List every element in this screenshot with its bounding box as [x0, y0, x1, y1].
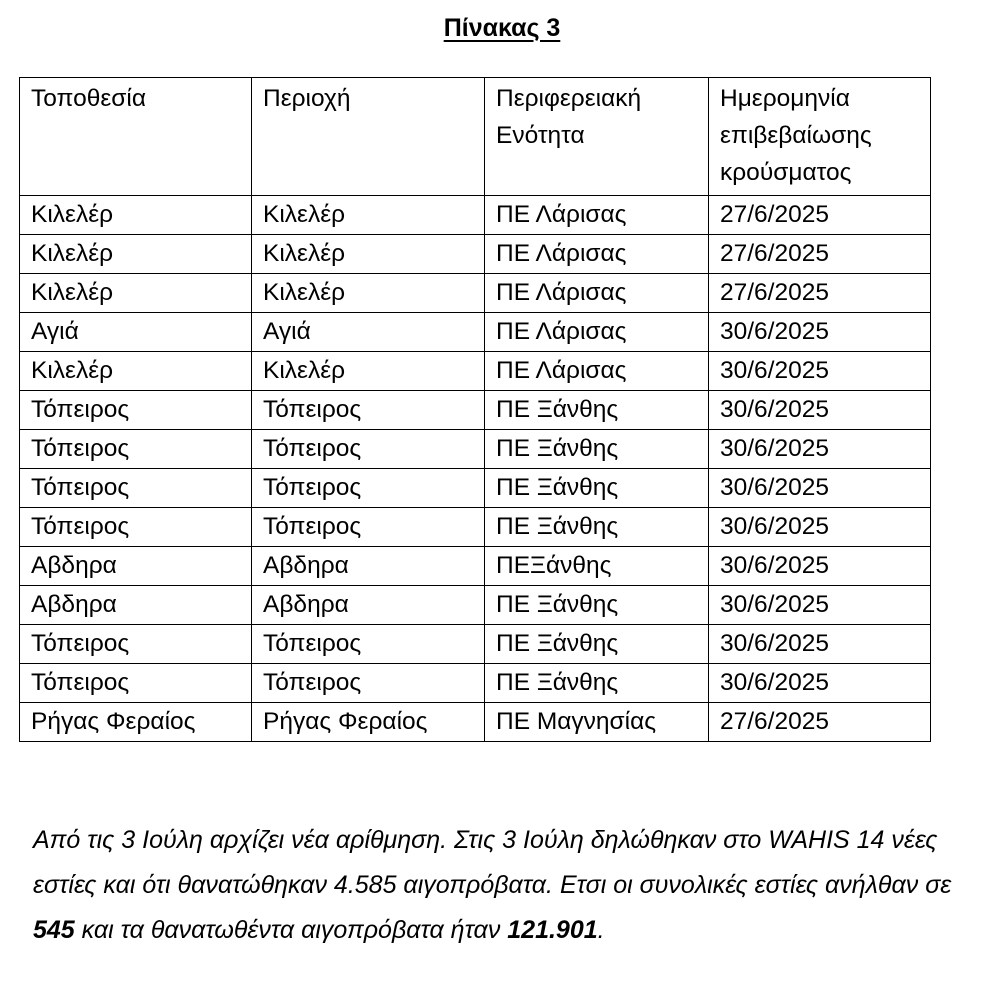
- cell-location: Κιλελέρ: [20, 274, 252, 313]
- cell-location: Κιλελέρ: [20, 196, 252, 235]
- cell-area: Τόπειρος: [252, 469, 485, 508]
- paragraph-text: Από τις 3 Ιούλη αρχίζει νέα αρίθμηση. Στις 3 Ιούλη δηλώθηκαν στο WAHIS 14 νέες εστίες και ότι θανατώθηκαν 4.585 αιγοπρόβατα. Ετσι οι συνολικές εστίες ανήλθαν σε: [33, 826, 952, 899]
- cell-confirmation-date: 27/6/2025: [709, 274, 931, 313]
- paragraph-text: και τα θανατωθέντα αιγοπρόβατα ήταν: [74, 916, 508, 944]
- cell-regional-unit: ΠΕ Ξάνθης: [485, 469, 709, 508]
- cell-area: Τόπειρος: [252, 508, 485, 547]
- header-area: Περιοχή: [252, 78, 485, 196]
- cell-location: Τόπειρος: [20, 469, 252, 508]
- cell-confirmation-date: 30/6/2025: [709, 469, 931, 508]
- cell-regional-unit: ΠΕ Λάρισας: [485, 352, 709, 391]
- cell-location: Τόπειρος: [20, 508, 252, 547]
- cell-regional-unit: ΠΕ Ξάνθης: [485, 508, 709, 547]
- cell-location: Τόπειρος: [20, 391, 252, 430]
- cell-confirmation-date: 30/6/2025: [709, 430, 931, 469]
- cell-confirmation-date: 27/6/2025: [709, 235, 931, 274]
- table-row: [20, 352, 931, 391]
- cell-regional-unit: ΠΕ Λάρισας: [485, 313, 709, 352]
- cell-regional-unit: ΠΕ Ξάνθης: [485, 664, 709, 703]
- table-body: [20, 196, 931, 742]
- cell-regional-unit: ΠΕ Λάρισας: [485, 274, 709, 313]
- cell-regional-unit: ΠΕ Ξάνθης: [485, 586, 709, 625]
- cell-regional-unit: ΠΕ Λάρισας: [485, 196, 709, 235]
- cell-location: Κιλελέρ: [20, 352, 252, 391]
- paragraph-total-outbreaks: 545: [33, 916, 75, 944]
- table-row: [20, 469, 931, 508]
- cell-confirmation-date: 27/6/2025: [709, 196, 931, 235]
- cell-location: Κιλελέρ: [20, 235, 252, 274]
- cell-regional-unit: ΠΕΞάνθης: [485, 547, 709, 586]
- paragraph-text: .: [597, 916, 605, 944]
- cell-regional-unit: ΠΕ Ξάνθης: [485, 625, 709, 664]
- cell-confirmation-date: 30/6/2025: [709, 391, 931, 430]
- cell-confirmation-date: 30/6/2025: [709, 547, 931, 586]
- cases-table: [19, 77, 931, 742]
- cell-regional-unit: ΠΕ Μαγνησίας: [485, 703, 709, 742]
- table-row: [20, 391, 931, 430]
- table-row: [20, 703, 931, 742]
- table-row: [20, 235, 931, 274]
- table-row: [20, 508, 931, 547]
- table-row: [20, 664, 931, 703]
- cell-area: Ρήγας Φεραίος: [252, 703, 485, 742]
- cell-location: Αγιά: [20, 313, 252, 352]
- cell-confirmation-date: 30/6/2025: [709, 352, 931, 391]
- table-row: [20, 274, 931, 313]
- table-row: [20, 586, 931, 625]
- table-title: Πίνακας 3: [443, 14, 561, 42]
- cell-confirmation-date: 30/6/2025: [709, 625, 931, 664]
- cell-location: Τόπειρος: [20, 664, 252, 703]
- table-row: [20, 625, 931, 664]
- cell-confirmation-date: 30/6/2025: [709, 508, 931, 547]
- cell-regional-unit: ΠΕ Ξάνθης: [485, 391, 709, 430]
- cell-confirmation-date: 30/6/2025: [709, 664, 931, 703]
- cell-area: Αβδηρα: [252, 547, 485, 586]
- cell-location: Αβδηρα: [20, 586, 252, 625]
- table-row: [20, 196, 931, 235]
- header-location: Τοποθεσία: [20, 78, 252, 196]
- cell-area: Τόπειρος: [252, 664, 485, 703]
- cell-confirmation-date: 27/6/2025: [709, 703, 931, 742]
- cell-confirmation-date: 30/6/2025: [709, 586, 931, 625]
- cell-area: Κιλελέρ: [252, 274, 485, 313]
- cell-area: Κιλελέρ: [252, 196, 485, 235]
- cell-regional-unit: ΠΕ Ξάνθης: [485, 430, 709, 469]
- table-row: [20, 430, 931, 469]
- cell-area: Αβδηρα: [252, 586, 485, 625]
- cell-location: Αβδηρα: [20, 547, 252, 586]
- cell-area: Αγιά: [252, 313, 485, 352]
- cell-location: Τόπειρος: [20, 625, 252, 664]
- header-regional-unit: Περιφερειακή Ενότητα: [485, 78, 709, 196]
- summary-paragraph: [33, 818, 963, 953]
- table-row: [20, 547, 931, 586]
- cell-area: Τόπειρος: [252, 391, 485, 430]
- cell-area: Κιλελέρ: [252, 352, 485, 391]
- cell-confirmation-date: 30/6/2025: [709, 313, 931, 352]
- header-confirmation-date: Ημερομηνία επιβεβαίωσης κρούσματος: [709, 78, 931, 196]
- table-row: [20, 313, 931, 352]
- cell-location: Τόπειρος: [20, 430, 252, 469]
- cell-area: Κιλελέρ: [252, 235, 485, 274]
- cell-area: Τόπειρος: [252, 430, 485, 469]
- paragraph-total-culled: 121.901: [507, 916, 598, 944]
- cell-regional-unit: ΠΕ Λάρισας: [485, 235, 709, 274]
- cell-area: Τόπειρος: [252, 625, 485, 664]
- table-header-row: [20, 78, 931, 196]
- cell-location: Ρήγας Φεραίος: [20, 703, 252, 742]
